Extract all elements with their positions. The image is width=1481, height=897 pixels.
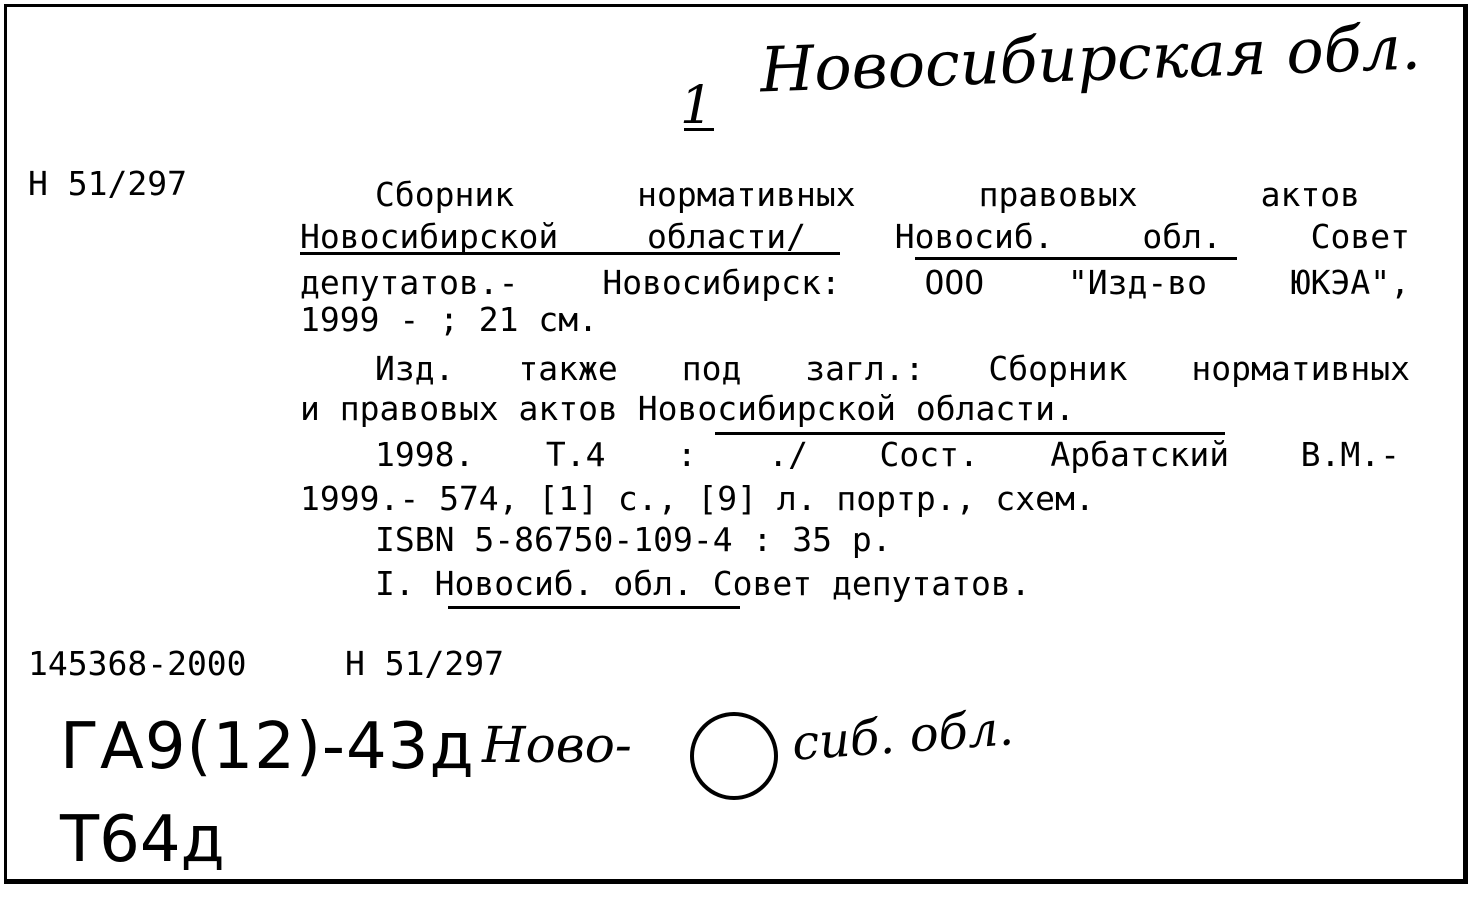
- note-line-2: и правовых актов Новосибирской области.: [300, 389, 1075, 428]
- word: нормативных: [1191, 349, 1410, 388]
- word: Совет: [1310, 217, 1410, 256]
- word: Арбатский: [1050, 435, 1230, 474]
- circle-mark: [690, 712, 778, 800]
- word: области/: [647, 217, 806, 256]
- isbn-line: ISBN 5-86750-109-4 : 35 р.: [375, 520, 892, 559]
- word: Сборник: [988, 349, 1128, 388]
- word: актов: [1260, 175, 1360, 214]
- added-entry-underline: [448, 606, 740, 609]
- word: Т.4: [545, 435, 606, 474]
- word: ЮКЭА",: [1290, 263, 1410, 302]
- word: :: [676, 435, 697, 474]
- word: Новосибирск:: [602, 263, 841, 302]
- word: "Изд-во: [1067, 263, 1207, 302]
- handwritten-classification-2: Т64д: [60, 803, 225, 877]
- handwritten-region-part1: Ново-: [482, 716, 632, 774]
- title-line-2: [300, 217, 1410, 256]
- title-underline-2: [915, 257, 1237, 260]
- title-underline-1: [300, 252, 840, 255]
- title-line-4: 1999 - ; 21 см.: [300, 300, 599, 339]
- word: Сост.: [879, 435, 979, 474]
- word: 1998.: [375, 435, 475, 474]
- volume-line-2: 1999.- 574, [1] с., [9] л. портр., схем.: [300, 479, 1095, 518]
- word: обл.: [1142, 217, 1222, 256]
- word: под: [681, 349, 742, 388]
- word: правовых: [978, 175, 1138, 214]
- handwritten-region-part2: сиб. обл.: [790, 700, 1016, 772]
- handwritten-number: 1: [680, 76, 714, 136]
- word: Изд.: [375, 349, 455, 388]
- word: нормативных: [637, 175, 856, 214]
- shelfmark-bottom: Н 51/297: [345, 644, 504, 683]
- word: загл.:: [805, 349, 925, 388]
- word: также: [518, 349, 618, 388]
- word: Новосибирской: [300, 217, 559, 256]
- added-entry: I. Новосиб. обл. Совет депутатов.: [375, 564, 1031, 603]
- word: ООО: [924, 263, 985, 302]
- title-line-1: [375, 175, 1360, 214]
- volume-line-1: [375, 435, 1400, 474]
- title-line-3: [300, 263, 1410, 302]
- number-underline: [684, 128, 714, 131]
- word: В.М.-: [1300, 435, 1400, 474]
- handwritten-classification-1: ГА9(12)-43д: [60, 710, 475, 784]
- shelfmark-top: Н 51/297: [28, 164, 187, 203]
- word: депутатов.-: [300, 263, 519, 302]
- accession-number: 145368-2000: [28, 644, 247, 683]
- handwritten-region-note: Новосибирская обл.: [758, 10, 1422, 107]
- word: Сборник: [375, 175, 515, 214]
- word: ./: [768, 435, 809, 474]
- note-line-1: [375, 349, 1410, 388]
- word: Новосиб.: [894, 217, 1054, 256]
